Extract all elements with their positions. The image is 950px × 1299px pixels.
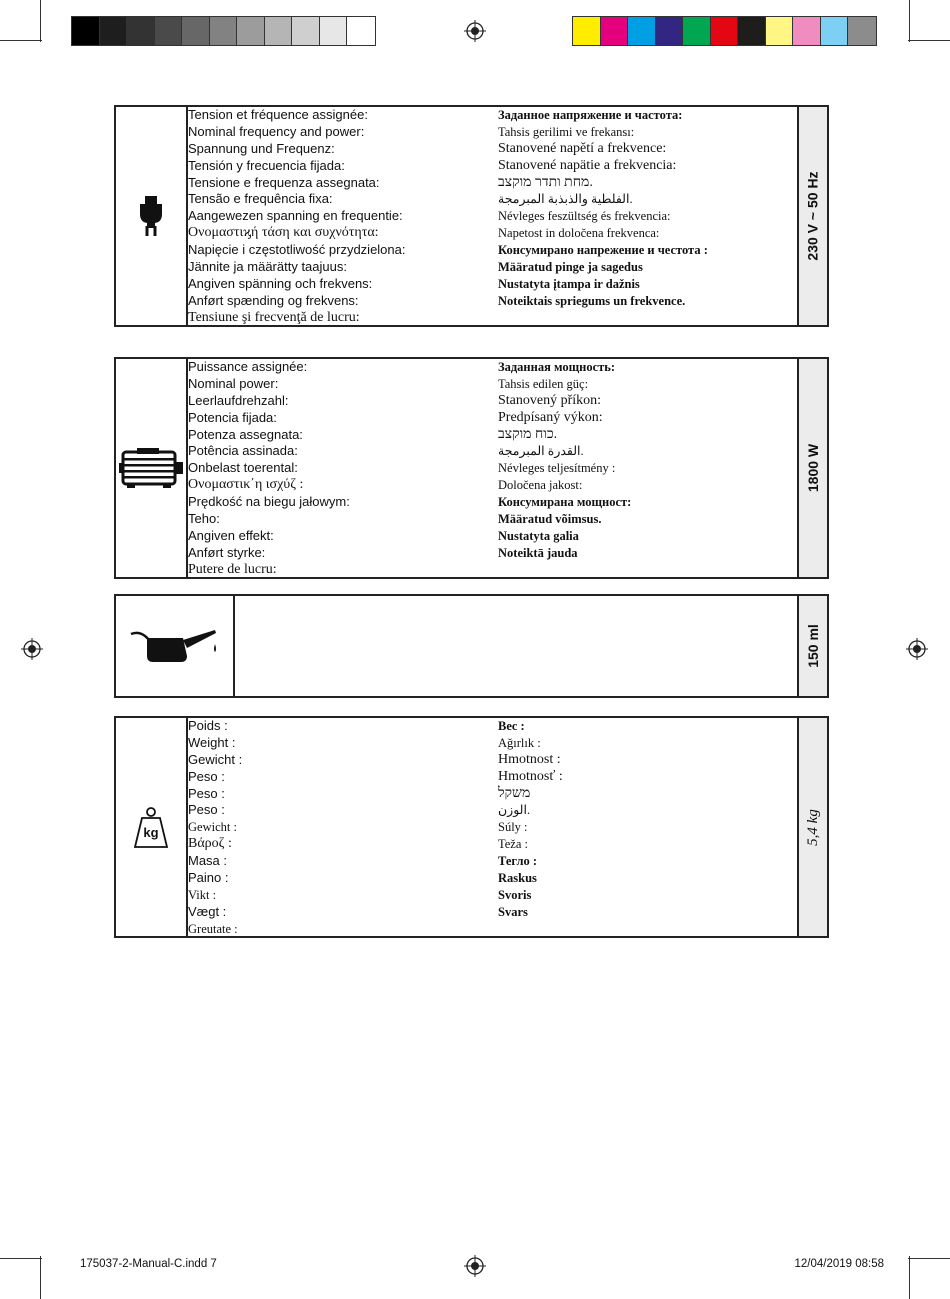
- voltage-labels-right: [498, 107, 708, 310]
- color-swatch: [656, 17, 684, 45]
- power-left-line: Potencia fijada:: [188, 409, 277, 425]
- power-right-line: Predpísaný výkon:: [498, 409, 603, 425]
- color-swatch: [711, 17, 739, 45]
- voltage-left-line: Tensiune şi frecvenţă de lucru:: [188, 309, 360, 325]
- power-right-line: Določena jakost:: [498, 478, 583, 493]
- color-swatch: [573, 17, 601, 45]
- color-swatch: [347, 17, 375, 45]
- voltage-spec-box: [114, 105, 829, 327]
- weight-right-line: משקל: [498, 785, 531, 801]
- motor-icon: [119, 448, 183, 488]
- power-icon-cell: [116, 359, 188, 577]
- power-left-line: Angiven effekt:: [188, 527, 274, 543]
- color-swatch: [738, 17, 766, 45]
- power-left-line: Leerlaufdrehzahl:: [188, 392, 289, 408]
- voltage-value-cell: [797, 107, 827, 325]
- voltage-right-line: Stanovené napětí a frekvence:: [498, 140, 667, 156]
- oil-icon-cell: [116, 596, 235, 696]
- power-left-line: Putere de lucru:: [188, 561, 277, 577]
- power-labels-right: [498, 359, 631, 562]
- weight-icon-cell: [116, 718, 188, 936]
- voltage-right-line: Nustatyta įtampa ir dažnis: [498, 276, 640, 291]
- weight-left-line: Peso :: [188, 802, 225, 818]
- color-swatch: [100, 17, 128, 45]
- weight-left-line: Peso :: [188, 785, 225, 801]
- color-swatch: [683, 17, 711, 45]
- registration-mark-icon: [906, 638, 928, 660]
- voltage-left-line: Jännite ja määrätty taajuus:: [188, 259, 347, 275]
- voltage-right-line: Noteiktais spriegums un frekvence.: [498, 293, 686, 308]
- weight-labels-left: [188, 718, 242, 938]
- power-left-line: Nominal power:: [188, 375, 279, 391]
- weight-left-line: Gewicht :: [188, 820, 237, 835]
- voltage-left-line: Napięcie i częstotliwość przydzielona:: [188, 242, 406, 258]
- weight-value-cell: [797, 718, 827, 936]
- weight-spec-box: [114, 716, 829, 938]
- weight-icon-label: kg: [143, 825, 159, 840]
- color-swatch: [72, 17, 100, 45]
- weight-left-line: Vægt :: [188, 903, 227, 919]
- registration-mark-icon: [464, 1255, 486, 1277]
- voltage-left-line: Tensão e frequência fixa:: [188, 191, 333, 207]
- color-swatch: [127, 17, 155, 45]
- power-right-line: Консумирана мощност:: [498, 495, 632, 510]
- power-right-line: Määratud võimsus.: [498, 512, 602, 527]
- power-right-line: Stanovený příkon:: [498, 392, 602, 408]
- crop-mark: [909, 0, 910, 42]
- voltage-left-line: Tensione e frequenza assegnata:: [188, 174, 380, 190]
- color-swatch: [793, 17, 821, 45]
- grayscale-color-bar: [71, 16, 376, 46]
- voltage-right-line: الفلطية والذبذبة المبرمجة.: [498, 192, 633, 207]
- weight-left-line: Bάροζ :: [188, 836, 232, 852]
- crop-mark: [909, 1256, 910, 1299]
- power-left-line: Anført styrke:: [188, 544, 266, 560]
- footer-filename: 175037-2-Manual-C.indd 7: [80, 1258, 217, 1270]
- weight-left-line: Peso :: [188, 768, 225, 784]
- power-left-line: Onbelast toerental:: [188, 460, 298, 476]
- oil-value: 150 ml: [805, 624, 821, 668]
- weight-right-line: Bec :: [498, 719, 525, 733]
- voltage-right-line: Заданное напряжение и частота:: [498, 108, 683, 122]
- color-swatch: [601, 17, 629, 45]
- voltage-right-line: Määratud pinge ja sagedus: [498, 260, 643, 275]
- weight-right-line: Svars: [498, 904, 528, 919]
- weight-right-line: Ağırlık :: [498, 735, 541, 750]
- weight-labels-right: [498, 718, 563, 921]
- weight-right-line: Hmotnosť :: [498, 768, 563, 784]
- weight-value: 5,4 kg: [804, 808, 821, 846]
- oil-spec-box: [114, 594, 829, 698]
- voltage-right-line: Napetost in določena frekvenca:: [498, 226, 660, 241]
- crop-mark: [908, 1258, 950, 1259]
- color-swatch: [628, 17, 656, 45]
- power-value: 1800 W: [805, 443, 821, 493]
- power-left-line: Potência assinada:: [188, 443, 298, 459]
- voltage-left-line: Anført spænding og frekvens:: [188, 292, 359, 308]
- power-right-line: Névleges teljesítmény :: [498, 461, 616, 476]
- voltage-left-line: Aangewezen spanning en frequentie:: [188, 208, 403, 224]
- power-spec-box: [114, 357, 829, 579]
- voltage-left-line: Nominal frequency and power:: [188, 123, 365, 139]
- color-swatch: [320, 17, 348, 45]
- voltage-right-line: מחת ותדר מוקצב.: [498, 174, 593, 190]
- weight-kg-icon: [134, 806, 168, 848]
- power-left-line: Potenza assegnata:: [188, 426, 303, 442]
- crop-mark: [40, 0, 41, 42]
- weight-right-line: Hmotnost :: [498, 751, 561, 767]
- color-swatch: [210, 17, 238, 45]
- weight-right-line: Teža :: [498, 837, 529, 852]
- footer-datetime: 12/04/2019 08:58: [794, 1258, 884, 1270]
- weight-left-line: Greutate :: [188, 921, 238, 936]
- weight-right-line: الوزن.: [498, 803, 531, 818]
- power-right-line: Nustatyta galia: [498, 528, 579, 543]
- process-color-bar: [572, 16, 877, 46]
- color-swatch: [182, 17, 210, 45]
- voltage-left-line: Tension et fréquence assignée:: [188, 107, 368, 122]
- voltage-labels-left: [188, 107, 405, 327]
- weight-right-line: Тегло :: [498, 854, 538, 869]
- voltage-left-line: Angiven spänning och frekvens:: [188, 275, 373, 291]
- voltage-icon-cell: [116, 107, 188, 325]
- power-left-line: Prędkość na biegu jałowym:: [188, 494, 350, 510]
- power-right-line: Noteiktā jauda: [498, 545, 578, 560]
- weight-left-line: Vikt :: [188, 887, 217, 902]
- color-swatch: [821, 17, 849, 45]
- crop-mark: [40, 1256, 41, 1299]
- voltage-right-line: Névleges feszültség és frekvencia:: [498, 209, 671, 224]
- power-right-line: כוח מוקצב.: [498, 426, 558, 442]
- weight-right-line: Raskus: [498, 871, 537, 886]
- voltage-right-line: Tahsis gerilimi ve frekansı:: [498, 124, 635, 139]
- crop-mark: [908, 40, 950, 41]
- registration-mark-icon: [21, 638, 43, 660]
- weight-left-line: Gewicht :: [188, 751, 243, 767]
- weight-left-line: Paino :: [188, 870, 229, 886]
- voltage-right-line: Stanovené napätie a frekvencia:: [498, 157, 677, 173]
- color-swatch: [766, 17, 794, 45]
- power-left-line: Puissance assignée:: [188, 359, 308, 374]
- oil-value-cell: [797, 596, 827, 696]
- power-value-cell: [797, 359, 827, 577]
- color-swatch: [265, 17, 293, 45]
- crop-mark: [0, 40, 42, 41]
- power-right-line: Tahsis edilen güç:: [498, 376, 589, 391]
- color-swatch: [155, 17, 183, 45]
- voltage-left-line: Tensión y frecuencia fijada:: [188, 157, 345, 173]
- weight-left-line: Masa :: [188, 853, 228, 869]
- power-right-line: Заданная мощность:: [498, 360, 616, 374]
- voltage-right-line: Консумирано напрежение и честота :: [498, 243, 708, 258]
- color-swatch: [292, 17, 320, 45]
- voltage-left-line: Ονομαστιϗή τάση και συχνότητα:: [188, 225, 379, 241]
- color-swatch: [848, 17, 876, 45]
- voltage-left-line: Spannung und Frequenz:: [188, 140, 335, 156]
- oil-can-icon: [129, 628, 221, 664]
- plug-icon: [136, 196, 166, 236]
- power-right-line: القدرة المبرمجة.: [498, 444, 584, 459]
- registration-mark-icon: [464, 20, 486, 42]
- power-labels-left: [188, 359, 350, 579]
- color-swatch: [237, 17, 265, 45]
- power-left-line: Ονομαστικ΄η ισχύζ :: [188, 477, 304, 493]
- weight-left-line: Poids :: [188, 718, 228, 733]
- weight-right-line: Svoris: [498, 887, 532, 902]
- power-left-line: Teho:: [188, 511, 220, 527]
- weight-right-line: Súly :: [498, 820, 528, 835]
- crop-mark: [0, 1258, 42, 1259]
- weight-left-line: Weight :: [188, 734, 236, 750]
- voltage-value: 230 V ~ 50 Hz: [805, 171, 821, 261]
